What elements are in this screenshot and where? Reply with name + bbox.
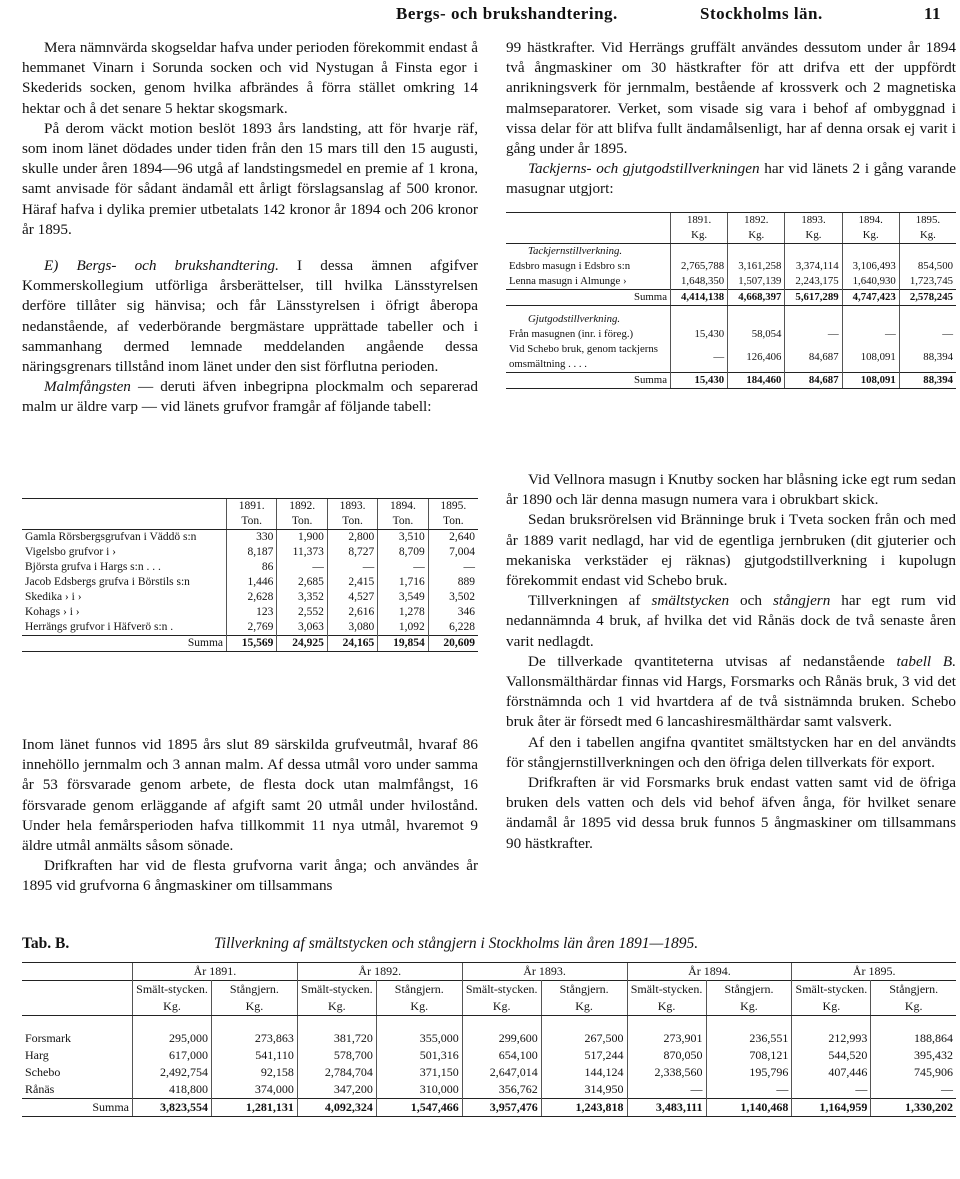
right-column-bottom xyxy=(506,470,956,854)
paragraph-quantities: De tillverkade qvantiteterna utvisas af nedanstående tabell B. Vallonsmälthärdar finnas vid Hargs, Forsmarks och Rånäs bruk, 3 vid det förstnämnda och 1 vid hvartdera af de två sistnämnda bruken. Schebo bruk åter är försedt med 6 lancashiresmälthärdar samt valsverk. xyxy=(506,652,957,731)
table-row: Lenna masugn i Almunge › 1,648,350 1,507,139 2,243,175 1,640,930 1,723,745 xyxy=(506,274,956,290)
table-row: Vid Schebo bruk, genom tackjerns omsmältning . . . . — 126,406 84,687 108,091 88,394 xyxy=(506,342,956,373)
year-header: År 1892. xyxy=(297,963,462,981)
paragraph-forest-fires: Mera nämnvärda skogseldar hafva under perioden förekommit endast å hemmanet Vinarn i Sorunda socken och vid Nystugan å Finsta egor i Skederids socken, genom hvilka afbrändes å förra stället omkring 14 hektar och å det senare 5 hektar skogsmark. xyxy=(22,39,478,117)
paragraph-vellnora: Vid Vellnora masugn i Knutby socken har blåsning icke egt rum sedan år 1890 och lär denna masugn numera vara i obrukbart skick. xyxy=(506,471,956,509)
year-header: 1894. xyxy=(378,499,428,515)
left-column-bottom xyxy=(22,735,478,897)
running-header-county: Stockholms län. xyxy=(700,4,823,23)
table-b: År 1891. År 1892. År 1893. År 1894. År 1895. Smält-stycken. Stångjern. Smält-stycken. Stångjern. Smält-stycken. Stångjern. Smält-stycken. Stångjern. Smält-stycken. Stångjern. Kg. Kg. Kg. Kg. Kg. Kg. Kg. Kg. Kg. Kg. Forsmark 295,000 273,863 381,720 355,000 299,600 267,500 273,901 236,551 212,993 188,864 Harg 617,000 541,110 578,700 501,316 654,100 517,244 870,050 708,121 544,520 395,432 Schebo 2,492,754 92,158 2,784,704 371,150 2,647,014 144,124 2,338,560 195,796 407,446 745,906 Rånäs 418,800 374,000 347,200 310,000 356,762 314,950 — — — — Summa 3,823,554 1,281,131 4,092,324 1,547,466 3,957,476 1,243,818 3,483,111 1,140,468 1,164,959 1,330,202 xyxy=(22,962,956,1117)
table-sum-row: Summa 3,823,554 1,281,131 4,092,324 1,547,466 3,957,476 1,243,818 3,483,111 1,140,468 1,164,959 1,330,202 xyxy=(22,1098,956,1116)
year-header: 1895. xyxy=(428,499,478,515)
paragraph-mine-claims: Inom länet funnos vid 1895 års slut 89 särskilda grufveutmål, hvaraf 86 innehöllo jernmalm och 3 annan malm. Af dessa utmål voro under samma år 53 försvarade genom arbete, de flesta dock utan malmfångst, 16 försvarade genom erläggande af afgift samt 20 utmål under hvilostånd. Under hela femårsperioden hafva tillkommit 11 nya utmål, hvaremot 9 äldre utmål anmälts såsom sönade. xyxy=(22,736,478,855)
unit-header: Ton. xyxy=(378,514,428,530)
table-row: Gamla Rörsbergsgrufvan i Väddö s:n 330 1,900 2,800 3,510 2,640 xyxy=(22,530,478,546)
year-header: 1892. xyxy=(277,499,327,515)
paragraph-power-right: Drifkraften är vid Forsmarks bruk endast vatten samt vid de öfriga bruken dels vatten och dels vid behof äfven ånga, för hvilket senare ändamål år 1895 vid dessa bruk funnos 5 ångmaskiner om tillsammans 90 hästkrafter. xyxy=(506,774,956,852)
unit-header: Ton. xyxy=(227,514,277,530)
table-section-label: Tackjernstillverkning. xyxy=(528,245,623,257)
table-b-label: Tab. B. xyxy=(22,935,70,952)
table-row: Herrängs grufvor i Häfverö s:n . 2,769 3,063 3,080 1,092 6,228 xyxy=(22,620,478,636)
table-sum-row: Summa 15,430 184,460 84,687 108,091 88,394 xyxy=(506,373,956,389)
table-row: Vigelsbo grufvor i › 8,187 11,373 8,727 8,709 7,004 xyxy=(22,545,478,560)
table-sum-row: Summa 4,414,138 4,668,397 5,617,289 4,747,423 2,578,245 xyxy=(506,290,956,306)
table-row: Jacob Edsbergs grufva i Börstils s:n 1,446 2,685 2,415 1,716 889 xyxy=(22,575,478,590)
unit-header: Ton. xyxy=(277,514,327,530)
table-row: Harg 617,000 541,110 578,700 501,316 654,100 517,244 870,050 708,121 544,520 395,432 xyxy=(22,1047,956,1064)
paragraph-pig-iron: Tackjerns- och gjutgodstillverkningen har vid länets 2 i gång varande masugnar utgjort: xyxy=(506,160,957,198)
table-row: Rånäs 418,800 374,000 347,200 310,000 356,762 314,950 — — — — xyxy=(22,1081,956,1099)
table-row: Från masugnen (inr. i föreg.) 15,430 58,054 — — — xyxy=(506,327,956,342)
section-heading-mining: E) Bergs- och brukshandtering. xyxy=(44,257,279,275)
page-number: 11 xyxy=(924,4,942,23)
paragraph-branninge: Sedan bruksrörelsen vid Bränninge bruk i Tveta socken från och med år 1889 varit nedlagd, har vid de egentliga jernbruken (dit gjuterier och mekaniska verkstäder ej räknas) gjutgodstillverkning i kupolugn förekommit endast vid Schebo bruk. xyxy=(506,511,956,590)
unit-header: Ton. xyxy=(428,514,478,530)
paragraph-fox-bounty: På derom väckt motion beslöt 1893 års landsting, att för hvarje räf, som inom länet dödades under tiden från den 15 mars till den 15 augusti, skulle under åren 1894—96 utgå af landstingsmedel en premie af 1 krona, samt anvisade för sådant ändamål ett årligt förslagsanslag af 500 kronor. Häraf hafva i dylika premier utbetalats 142 kronor år 1894 och 206 kronor år 1895. xyxy=(22,119,478,238)
paragraph-ore-output: Malmfångsten — deruti äfven inbegripna plockmalm och separerad malm ur äldre varp — vid länets grufvor framgår af följande tabell: xyxy=(22,378,478,416)
ore-output-table xyxy=(22,498,478,652)
table-row: Kohags › i › 123 2,552 2,616 1,278 346 xyxy=(22,605,478,620)
table-row: Schebo 2,492,754 92,158 2,784,704 371,150 2,647,014 144,124 2,338,560 195,796 407,446 745,906 xyxy=(22,1064,956,1081)
table-b-title: Tillverkning af smältstycken och stångjern i Stockholms län åren 1891—1895. xyxy=(214,935,699,952)
year-header: År 1894. xyxy=(627,963,792,981)
year-header: År 1895. xyxy=(792,963,956,981)
paragraph-production: Tillverkningen af smältstycken och stångjern har egt rum vid nedannämnda 4 bruk, af hvilka det vid Rånäs dock de två senaste åren varit nedlagdt. xyxy=(506,592,957,650)
unit-header: Ton. xyxy=(327,514,377,530)
year-header: År 1893. xyxy=(462,963,627,981)
paragraph-power-left: Drifkraften har vid de flesta grufvorna varit ånga; och användes år 1895 vid grufvorna 6 ångmaskiner om tillsammans xyxy=(22,857,478,895)
year-header: 1891. xyxy=(227,499,277,515)
pig-iron-heading: Tackjerns- och gjutgodstillverkningen xyxy=(528,160,760,178)
left-column-top xyxy=(22,38,478,418)
table-row: Björsta grufva i Hargs s:n . . . 86 — — — — xyxy=(22,560,478,575)
paragraph-herrang: 99 hästkrafter. Vid Herrängs gruffält användes dessutom under år 1894 två ångmaskiner om 30 hästkrafter för att drifva ett der uppfördt anrikningsverk för jernmalm, bestående af krossverk och 2 magnetiska malmseparatorer. Verket, som visade sig vara i behof af ombyggnad i vissa delar för att blifva fullt ändamålsenligt, har af denna orsak ej varit i gång under år 1895. xyxy=(506,39,956,158)
table-row: Skedika › i › 2,628 3,352 4,527 3,549 3,502 xyxy=(22,590,478,605)
table-section-label: Gjutgodstillverkning. xyxy=(528,313,621,325)
right-column-top xyxy=(506,38,956,200)
table-sum-row: Summa 15,569 24,925 24,165 19,854 20,609 xyxy=(22,636,478,652)
year-header: År 1891. xyxy=(133,963,298,981)
ore-output-heading: Malmfångsten xyxy=(44,378,131,396)
pig-iron-table: 1891. 1892. 1893. 1894. 1895. Kg. Kg. Kg. Kg. Kg. Tackjernstillverkning. Edsbro masugn i Edsbro s:n 2,765,788 3,161,258 3,374,114 3,106,493 854,500 Lenna masugn i Almunge › 1,648,350 1,507,139 2,243,175 1,640,930 1,723,745 Summa 4,414,138 4,668,397 5,617,289 4,747,423 2,578,245 Gjutgodstillverkning. Från masugnen (inr. i föreg.) 15,430 58,054 — — — Vid Schebo bruk, genom tackjerns omsmältning . . . . — 126,406 84,687 108,091 88,394 Summa 15,430 184,460 84,687 108,091 88,394 xyxy=(506,212,956,389)
paragraph-mining-intro: E) Bergs- och brukshandtering. I dessa ämnen afgifver Kommerskollegium utförliga årsberättelser, till hvilka Länsstyrelsen derföre tillåter sig hänvisa; och får Länsstyrelsen i öfrigt åberopa nedanstående, af vederbörande bergmästare upprättade tabeller och i sammanhang dermed lemnade meddelanden angående dessa näringsgrenars tillstånd inom länet under den sist förflutna perioden. xyxy=(22,257,479,376)
table-row: Edsbro masugn i Edsbro s:n 2,765,788 3,161,258 3,374,114 3,106,493 854,500 xyxy=(506,259,956,274)
running-header-section: Bergs- och brukshandtering. xyxy=(396,4,618,23)
paragraph-export: Af den i tabellen angifna qvantitet smältstycken har en del användts för stångjernstillverkningen och den öfriga delen tillverkats för export. xyxy=(506,733,956,771)
year-header: 1893. xyxy=(327,499,377,515)
table-row: Forsmark 295,000 273,863 381,720 355,000 299,600 267,500 273,901 236,551 212,993 188,864 xyxy=(22,1030,956,1047)
